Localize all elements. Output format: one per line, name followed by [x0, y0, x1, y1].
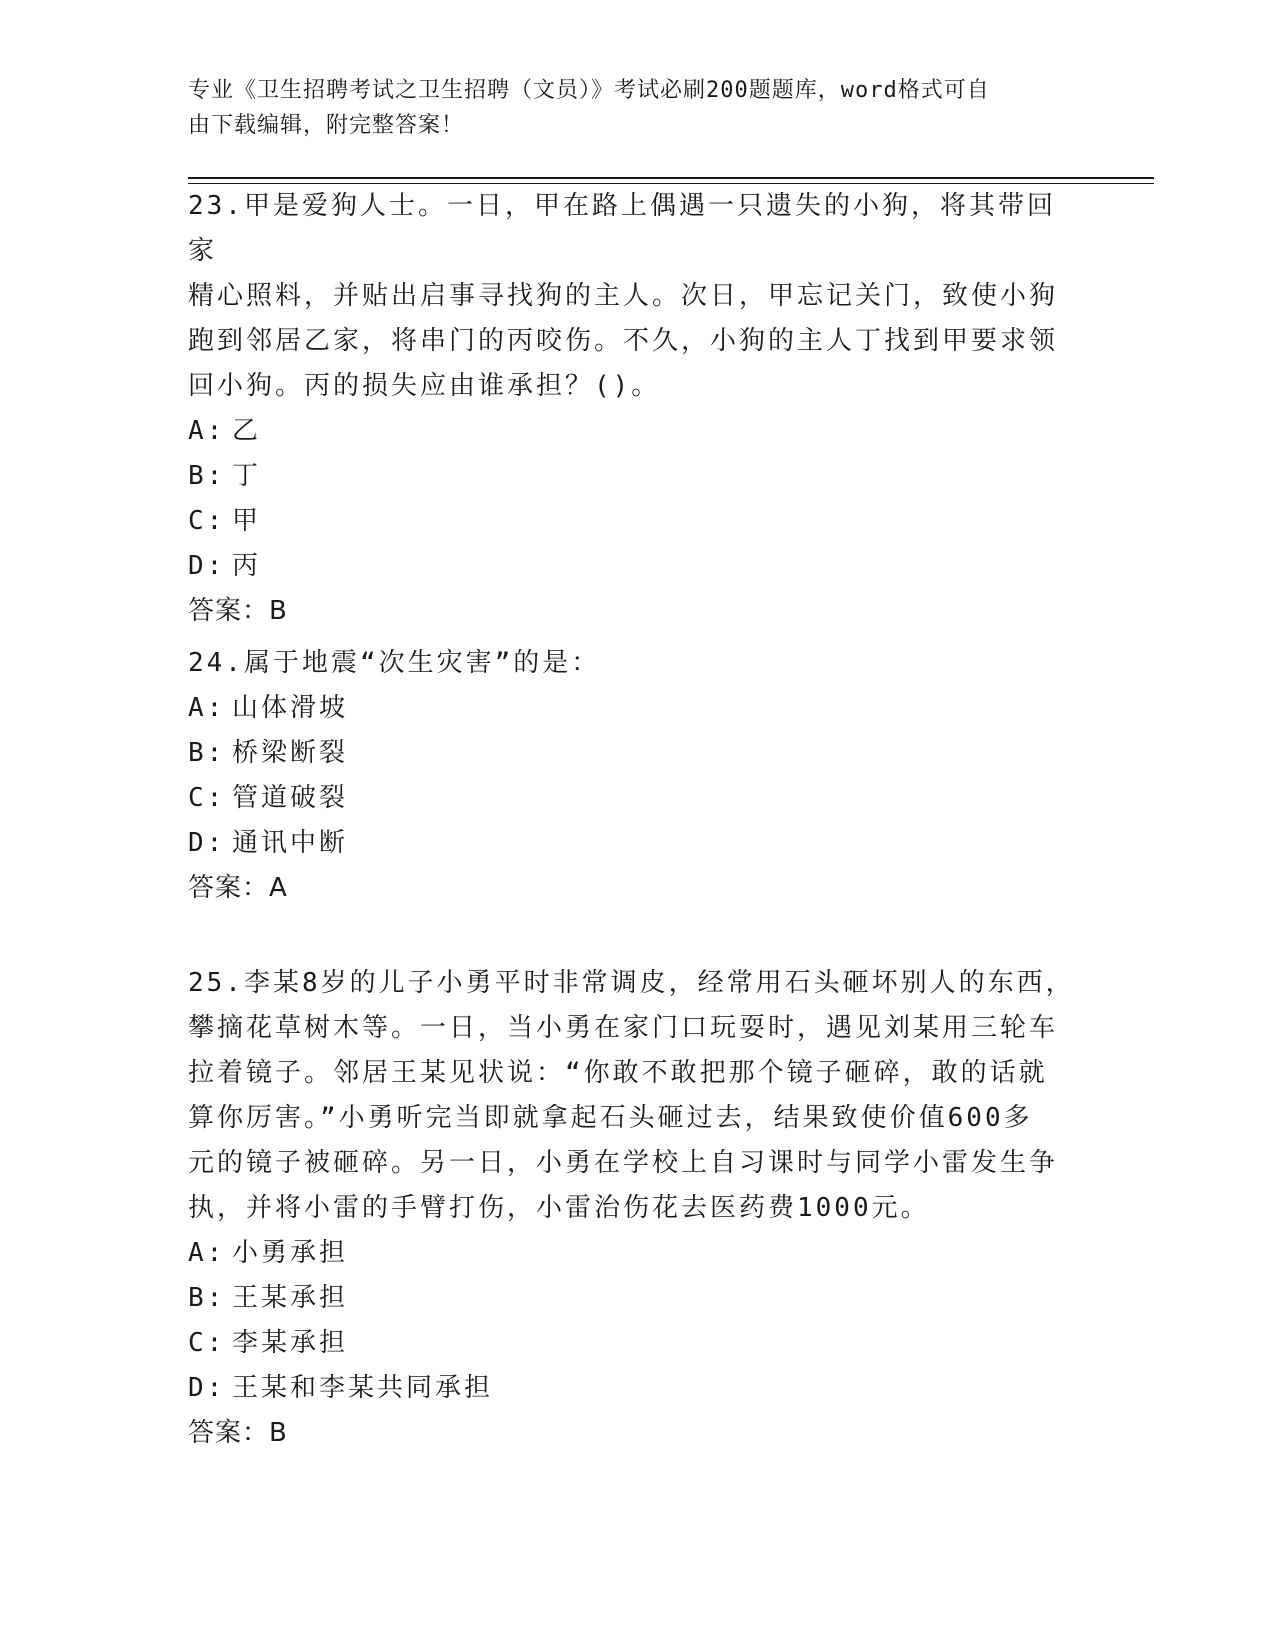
option-d [188, 1366, 1078, 1411]
option-text: 桥梁断裂 [232, 738, 349, 768]
answer: 答案：B [188, 1418, 288, 1448]
option-d [188, 544, 1078, 589]
option-label: C: [188, 783, 226, 813]
question-line: 24.属于地震“次生灾害”的是： [188, 648, 601, 678]
question-line: 回小狗。丙的损失应由谁承担？()。 [188, 371, 661, 401]
option-label: B: [188, 738, 226, 768]
question-line: 拉着镜子。邻居王某见状说：“你敢不敢把那个镜子砸碎，敢的话就 [188, 1058, 1048, 1088]
option-label: D: [188, 1373, 226, 1403]
question-line: 跑到邻居乙家，将串门的丙咬伤。不久，小狗的主人丁找到甲要求领 [188, 326, 1059, 356]
option-label: A: [188, 1238, 226, 1268]
option-b [188, 731, 1078, 776]
option-label: A: [188, 416, 226, 446]
question-line: 执，并将小雷的手臂打伤，小雷治伤花去医药费1000元。 [188, 1193, 930, 1223]
question-line: 25.李某8岁的儿子小勇平时非常调皮，经常用石头砸坏别人的东西， [188, 968, 1075, 998]
option-text: 通讯中断 [232, 828, 349, 858]
option-text: 王某和李某共同承担 [232, 1373, 494, 1403]
answer: 答案：B [188, 596, 288, 626]
option-label: A: [188, 693, 226, 723]
option-text: 管道破裂 [232, 783, 349, 813]
option-label: C: [188, 506, 226, 536]
option-text: 山体滑坡 [232, 693, 349, 723]
question-line: 元的镜子被砸碎。另一日，小勇在学校上自习课时与同学小雷发生争 [188, 1148, 1059, 1178]
option-text: 小勇承担 [232, 1238, 349, 1268]
question-line: 23.甲是爱狗人士。一日，甲在路上偶遇一只遗失的小狗，将其带回家 [188, 191, 1056, 266]
option-label: D: [188, 828, 226, 858]
question-line: 算你厉害。”小勇听完当即就拿起石头砸过去，结果致使价值600多 [188, 1103, 1033, 1133]
option-b [188, 454, 1078, 499]
header-divider-thick [188, 177, 1154, 179]
question-line: 精心照料，并贴出启事寻找狗的主人。次日，甲忘记关门，致使小狗 [188, 281, 1059, 311]
option-text: 丙 [232, 551, 262, 581]
option-label: B: [188, 1283, 226, 1313]
option-c [188, 499, 1078, 544]
option-text: 王某承担 [232, 1283, 349, 1313]
question-23 [188, 184, 1078, 634]
option-a [188, 409, 1078, 454]
option-c [188, 776, 1078, 821]
option-text: 甲 [232, 506, 262, 536]
option-text: 李某承担 [232, 1328, 349, 1358]
header-line-2: 由下载编辑，附完整答案！ [188, 113, 465, 138]
document-header [188, 73, 1078, 143]
answer: 答案：A [188, 873, 288, 903]
header-line-1: 专业《卫生招聘考试之卫生招聘（文员）》考试必刷200题题库，word格式可自 [188, 78, 990, 103]
option-label: D: [188, 551, 226, 581]
question-line: 攀摘花草树木等。一日，当小勇在家门口玩耍时，遇见刘某用三轮车 [188, 1013, 1059, 1043]
option-a [188, 686, 1078, 731]
option-label: B: [188, 461, 226, 491]
option-a [188, 1231, 1078, 1276]
option-text: 丁 [232, 461, 262, 491]
question-25 [188, 961, 1078, 1456]
option-b [188, 1276, 1078, 1321]
question-24 [188, 641, 1078, 911]
option-text: 乙 [232, 416, 262, 446]
option-d [188, 821, 1078, 866]
option-c [188, 1321, 1078, 1366]
option-label: C: [188, 1328, 226, 1358]
